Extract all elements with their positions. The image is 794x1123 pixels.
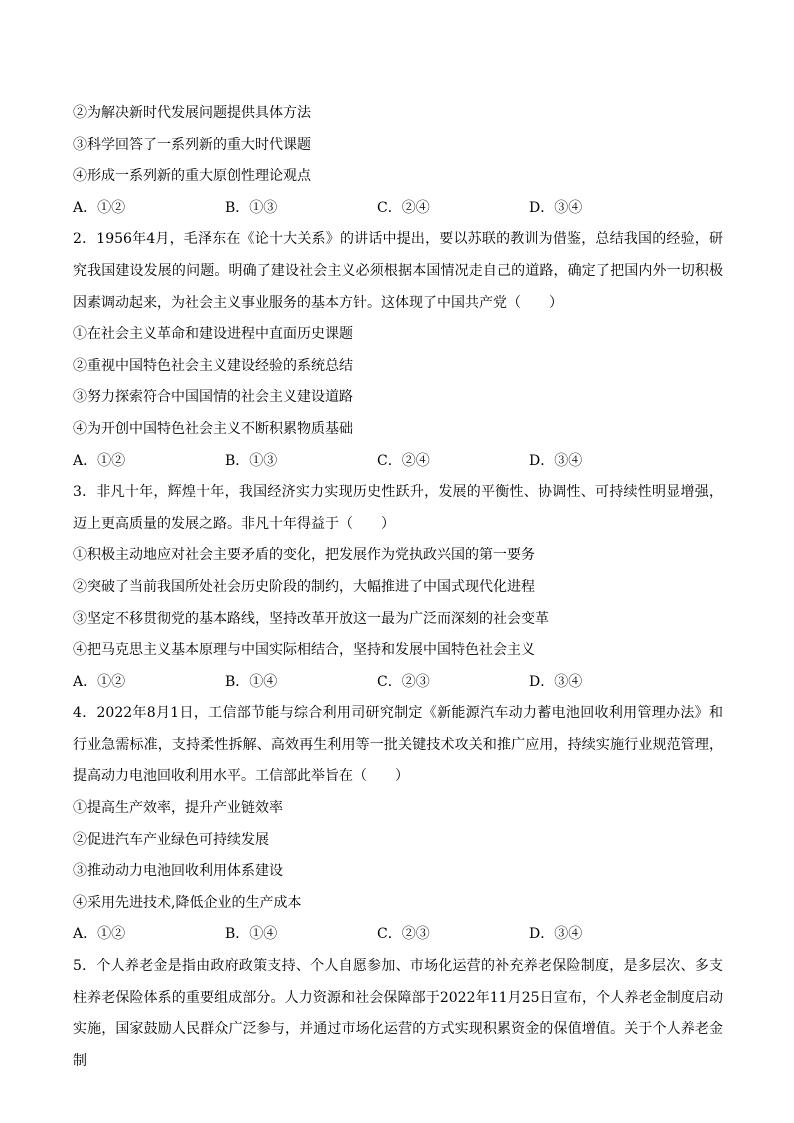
option-line: ③努力探索符合中国国情的社会主义建设道路 xyxy=(73,389,353,406)
option-line: ②重视中国特色社会主义建设经验的系统总结 xyxy=(73,357,353,374)
choice-a: A．①② xyxy=(73,926,126,943)
choice-d: D．③④ xyxy=(529,452,583,469)
option-line: ③推动动力电池回收利用体系建设 xyxy=(73,863,283,880)
choice-c: C．②③ xyxy=(377,673,430,690)
choice-d: D．③④ xyxy=(529,673,583,690)
choice-c: C．②④ xyxy=(377,199,430,216)
choice-d: D．③④ xyxy=(529,199,583,216)
choice-a: A．①② xyxy=(73,199,126,216)
answer-choices xyxy=(73,919,723,951)
answer-choices xyxy=(73,667,723,699)
choice-d: D．③④ xyxy=(529,926,583,943)
page-content xyxy=(73,98,723,1077)
option-line: ②促进汽车产业绿色可持续发展 xyxy=(73,831,269,848)
choice-b: B．①④ xyxy=(225,673,278,690)
question-5 xyxy=(73,951,723,1077)
question-2 xyxy=(73,224,723,477)
question-stem: 5．个人养老金是指由政府政策支持、个人自愿参加、市场化运营的补充养老保险制度，是多层次、多支柱养老保险体系的重要组成部分。人力资源和社会保障部于2022年11月25日宣布，个人养老金制度启动实施，国家鼓励人民群众广泛参与，并通过市场化运营的方式实现积累资金的保值增值。关于个人养老金制 xyxy=(73,958,723,1069)
question-stem: 4．2022年8月1日，工信部节能与综合利用司研究制定《新能源汽车动力蓄电池回收利用管理办法》和行业急需标准，支持柔性拆解、高效再生利用等一批关键技术攻关和推广应用，持续实施行业规范管理，提高动力电池回收利用水平。工信部此举旨在（ ） xyxy=(73,705,723,785)
question-stem: 3．非凡十年，辉煌十年，我国经济实力实现历史性跃升，发展的平衡性、协调性、可持续性明显增强，迈上更高质量的发展之路。非凡十年得益于（ ） xyxy=(73,484,723,532)
option-line: ④采用先进技术,降低企业的生产成本 xyxy=(73,894,302,911)
choice-c: C．②③ xyxy=(377,926,430,943)
option-line: ①在社会主义革命和建设进程中直面历史课题 xyxy=(73,326,353,343)
question-4 xyxy=(73,698,723,951)
option-line: ③科学回答了一系列新的重大时代课题 xyxy=(73,136,311,153)
option-line: ②为解决新时代发展问题提供具体方法 xyxy=(73,105,311,121)
choice-b: B．①③ xyxy=(225,452,278,469)
question-3 xyxy=(73,477,723,698)
option-line: ④把马克思主义基本原理与中国实际相结合，坚持和发展中国特色社会主义 xyxy=(73,642,535,659)
question-1-continued xyxy=(73,98,723,224)
choice-c: C．②④ xyxy=(377,452,430,469)
option-line: ②突破了当前我国所处社会历史阶段的制约，大幅推进了中国式现代化进程 xyxy=(73,578,535,595)
choice-b: B．①③ xyxy=(225,199,278,216)
choice-b: B．①④ xyxy=(225,926,278,943)
question-stem: 2．1956年4月，毛泽东在《论十大关系》的讲话中提出，要以苏联的教训为借鉴，总结我国的经验，研究我国建设发展的问题。明确了建设社会主义必须根据本国情况走自己的道路，确定了把国内外一切积极因素调动起来，为社会主义事业服务的基本方针。这体现了中国共产党（ ） xyxy=(73,231,723,311)
answer-choices xyxy=(73,193,723,225)
option-line: ③坚定不移贯彻党的基本路线，坚持改革开放这一最为广泛而深刻的社会变革 xyxy=(73,610,549,627)
option-line: ①积极主动地应对社会主要矛盾的变化，把发展作为党执政兴国的第一要务 xyxy=(73,547,535,564)
answer-choices xyxy=(73,446,723,478)
option-line: ①提高生产效率，提升产业链效率 xyxy=(73,800,283,817)
choice-a: A．①② xyxy=(73,673,126,690)
choice-a: A．①② xyxy=(73,452,126,469)
option-line: ④为开创中国特色社会主义不断积累物质基础 xyxy=(73,420,353,437)
option-line: ④形成一系列新的重大原创性理论观点 xyxy=(73,168,311,185)
